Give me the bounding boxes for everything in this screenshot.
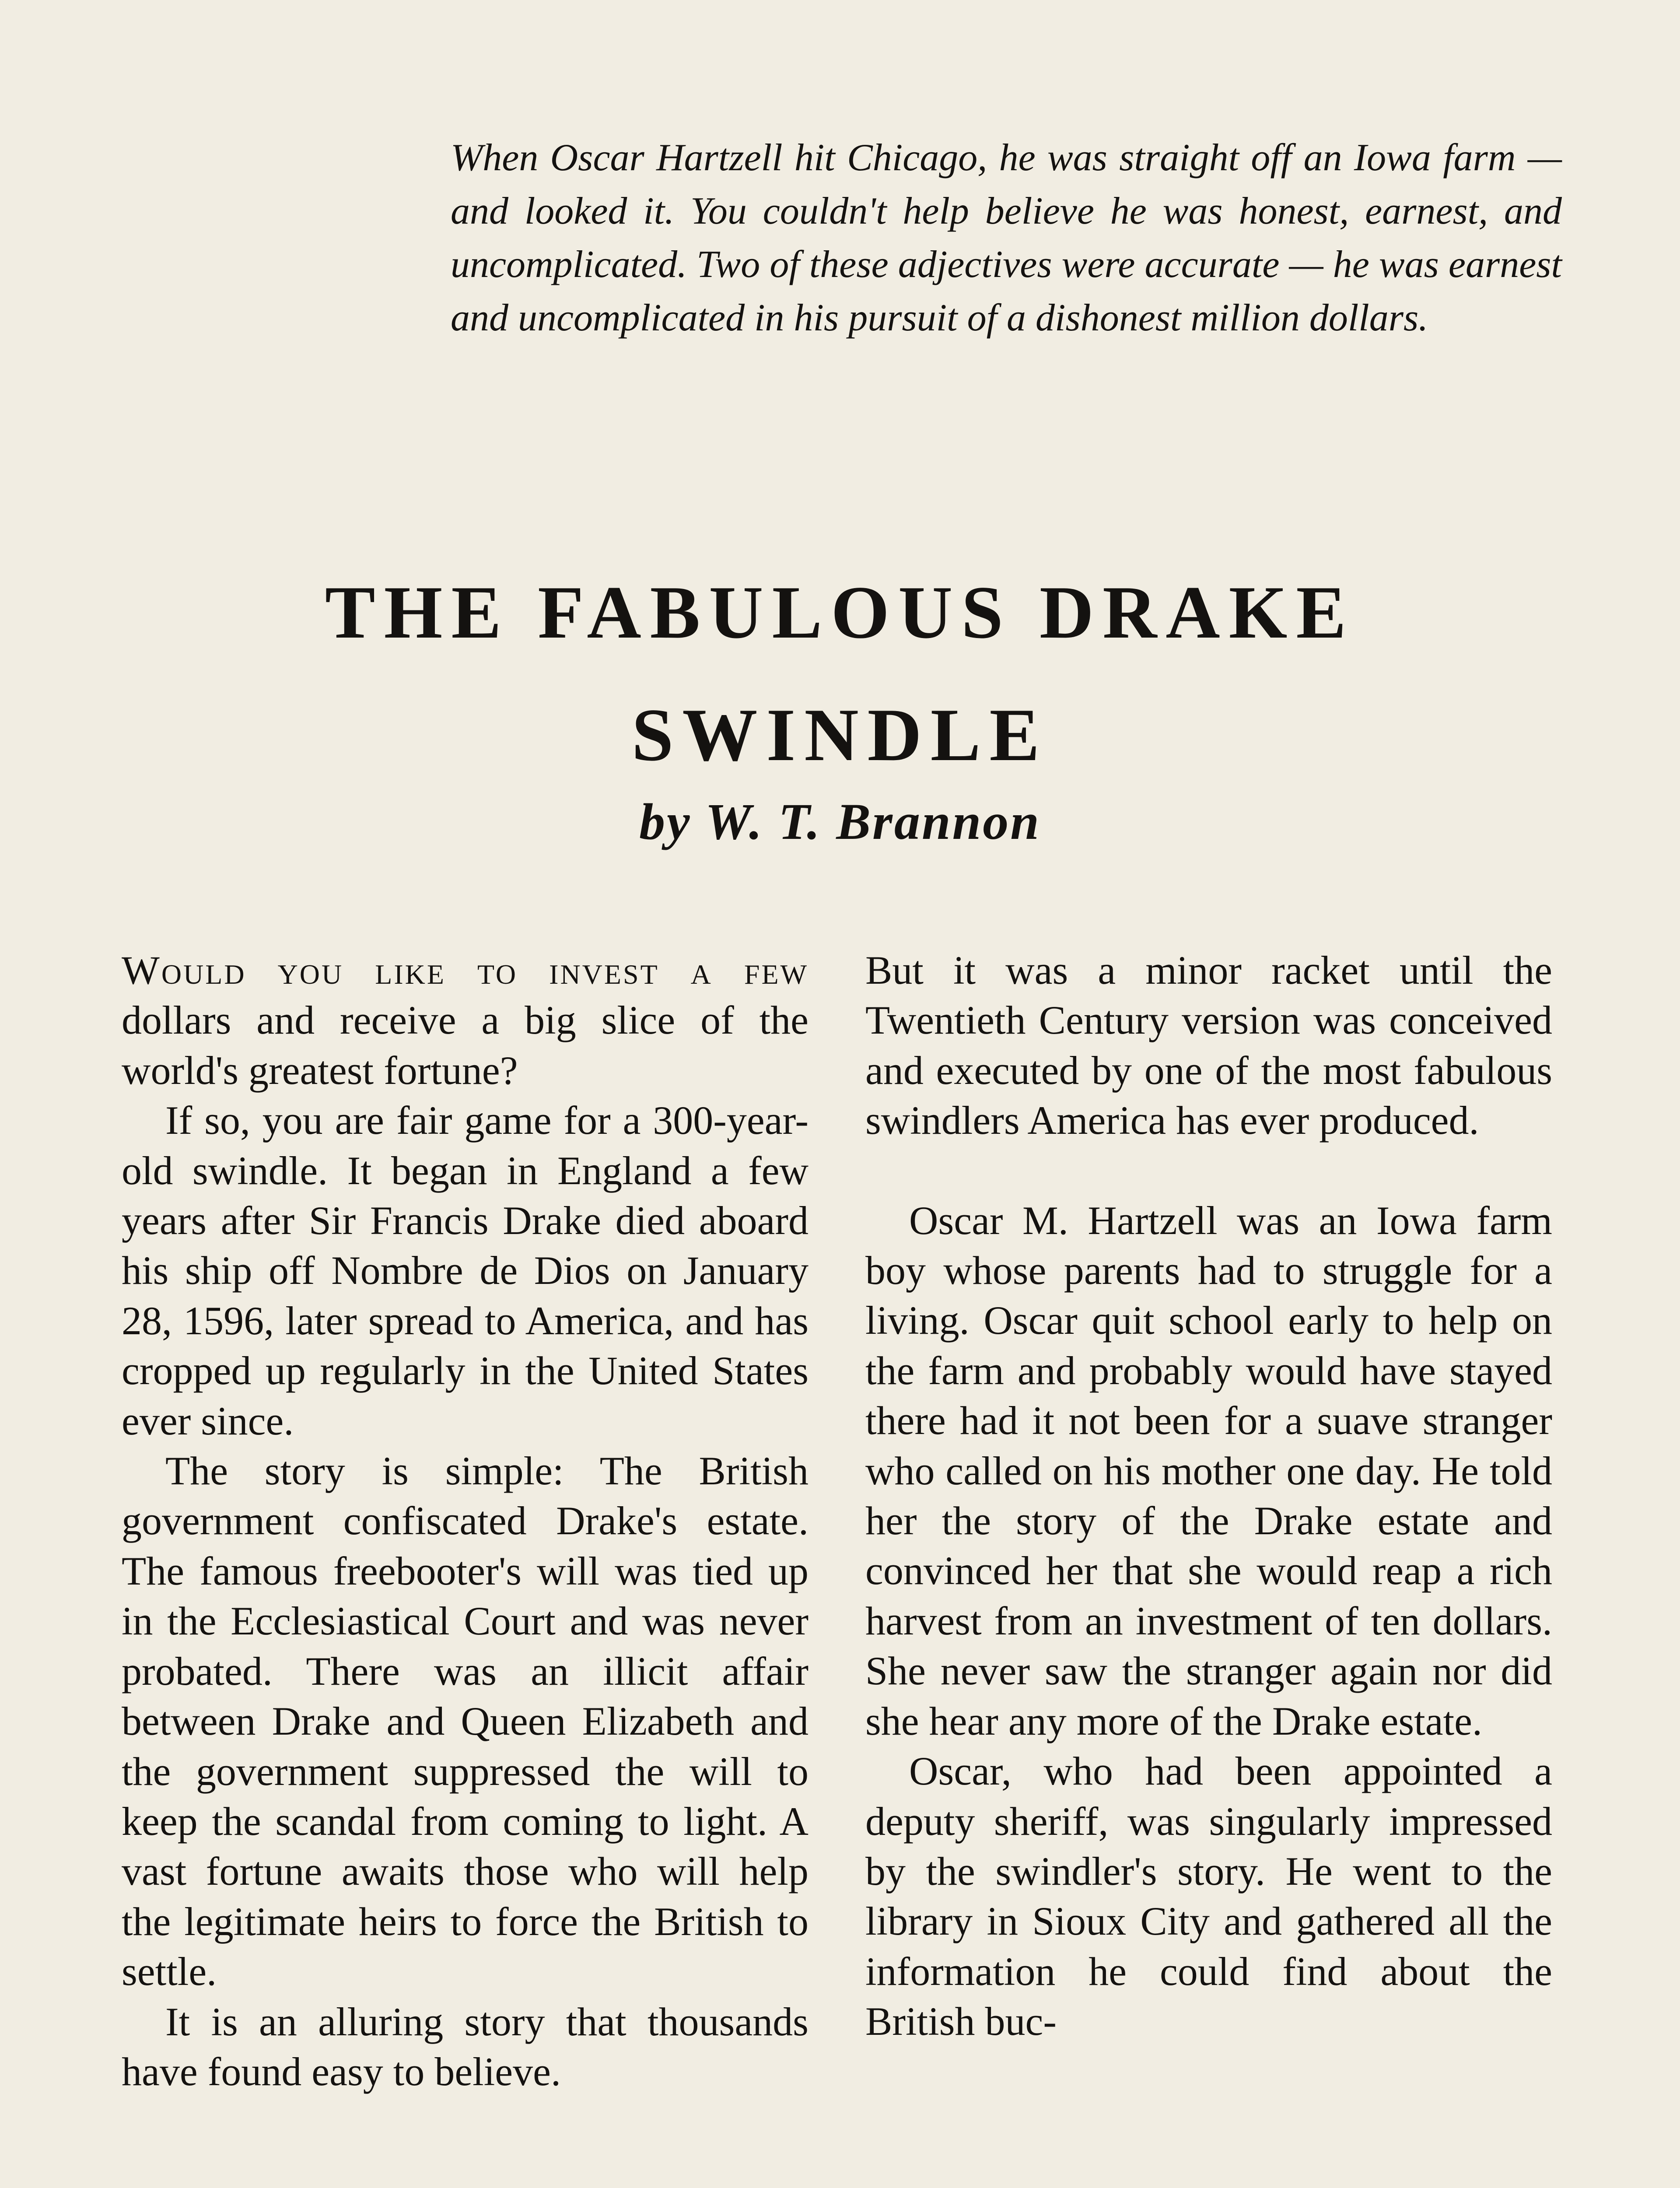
article-title: THE FABULOUS DRAKE SWINDLE bbox=[325, 571, 1355, 777]
lead-in: Would you like to invest a few bbox=[122, 948, 808, 992]
paragraph: The story is simple: The British government confiscated Drake's estate. The famous freebooter's will was tied up in the Ecclesiastical Court and was never probated. There was an illicit affair between Drake and Queen Elizabeth and the government suppressed the will to keep the scandal from coming to light. A vast fortune awaits those who will help the legitimate heirs to force the British to settle. bbox=[122, 1448, 808, 1994]
paragraph bbox=[122, 945, 808, 1095]
paragraph: It is an alluring story that thousands have found easy to believe. bbox=[122, 1999, 808, 2094]
paragraph: Oscar M. Hartzell was an Iowa farm boy whose parents had to struggle for a living. Oscar quit school early to help on the farm and probably would have stayed there had it not been for a suave stranger who called on his mother one day. He told her the story of the Drake estate and convinced her that she would reap a rich harvest from an investment of ten dollars. She never saw the stranger again nor did she hear any more of the Drake estate. bbox=[865, 1198, 1552, 1743]
paragraph: But it was a minor racket until the Twentieth Century version was conceived and executed by one of the most fabulous swindlers America has ever produced. bbox=[865, 948, 1552, 1143]
left-column bbox=[122, 945, 808, 2097]
paragraph-text: dollars and receive a big slice of the world's greatest fortune? bbox=[122, 998, 808, 1093]
paragraph: Oscar, who had been appointed a deputy sheriff, was singularly impressed by the swindler's story. He went to the library in Sioux City and gathered all the information he could find about the British buc- bbox=[865, 1749, 1552, 2044]
paragraph: If so, you are fair game for a 300-year-old swindle. It began in England a few years after Sir Francis Drake died aboard his ship off Nombre de Dios on January 28, 1596, later spread to America, and has cropped up regularly in the United States ever since. bbox=[122, 1098, 808, 1443]
right-column bbox=[865, 945, 1552, 2047]
intro-blurb: When Oscar Hartzell hit Chicago, he was straight off an Iowa farm — and looked it. You couldn't help believe he was honest, earnest, and uncomplicated. Two of these adjectives were accurate — he was earnest and uncomplicated in his pursuit of a dishonest million dollars. bbox=[451, 137, 1562, 339]
byline: by W. T. Brannon bbox=[639, 793, 1041, 850]
